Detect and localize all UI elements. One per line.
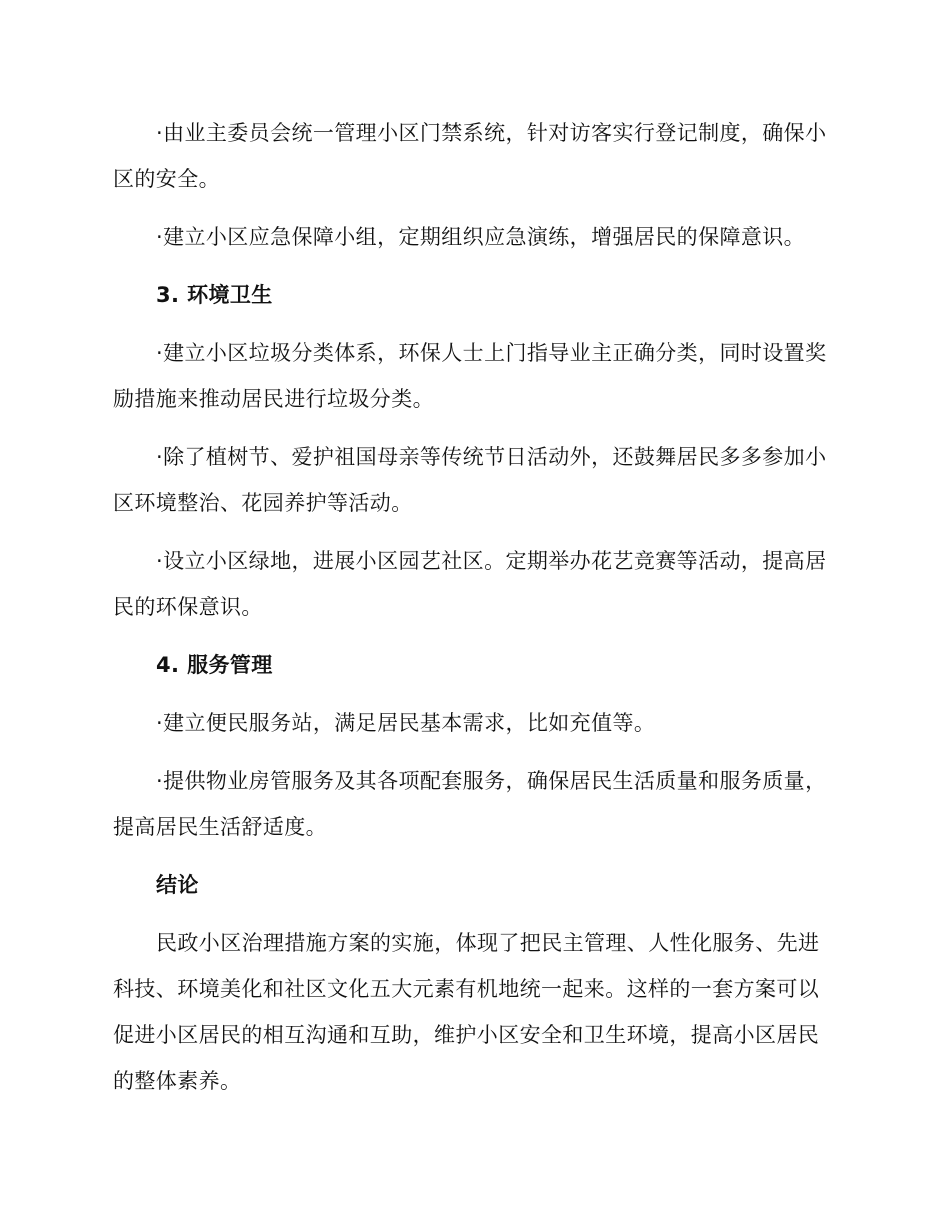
bullet-paragraph-emergency-team: ·建立小区应急保障小组，定期组织应急演练，增强居民的保障意识。 xyxy=(156,225,806,249)
bullet-paragraph-garbage-sorting: ·建立小区垃圾分类体系，环保人士上门指导业主正确分类，同时设置奖励措施来推动居民进行垃圾分类。 xyxy=(113,341,827,411)
section-heading-service: 4. 服务管理 xyxy=(156,653,273,677)
bullet-paragraph-access-control: ·由业主委员会统一管理小区门禁系统，针对访客实行登记制度，确保小区的安全。 xyxy=(113,121,827,191)
bullet-paragraph-property-service: ·提供物业房管服务及其各项配套服务，确保居民生活质量和服务质量，提高居民生活舒适度。 xyxy=(113,769,827,839)
bullet-paragraph-service-station: ·建立便民服务站，满足居民基本需求，比如充值等。 xyxy=(156,711,656,735)
section-heading-environment: 3. 环境卫生 xyxy=(156,283,273,307)
document-body xyxy=(113,110,831,1104)
bullet-paragraph-activities: ·除了植树节、爱护祖国母亲等传统节日活动外，还鼓舞居民多多参加小区环境整治、花园养护等活动。 xyxy=(113,445,827,515)
bullet-paragraph-green-space: ·设立小区绿地，进展小区园艺社区。定期举办花艺竞赛等活动，提高居民的环保意识。 xyxy=(113,549,827,619)
section-heading-conclusion: 结论 xyxy=(156,873,199,897)
conclusion-paragraph: 民政小区治理措施方案的实施，体现了把民主管理、人性化服务、先进科技、环境美化和社区文化五大元素有机地统一起来。这样的一套方案可以促进小区居民的相互沟通和互助，维护小区安全和卫生环境，提高小区居民的整体素养。 xyxy=(113,931,820,1093)
